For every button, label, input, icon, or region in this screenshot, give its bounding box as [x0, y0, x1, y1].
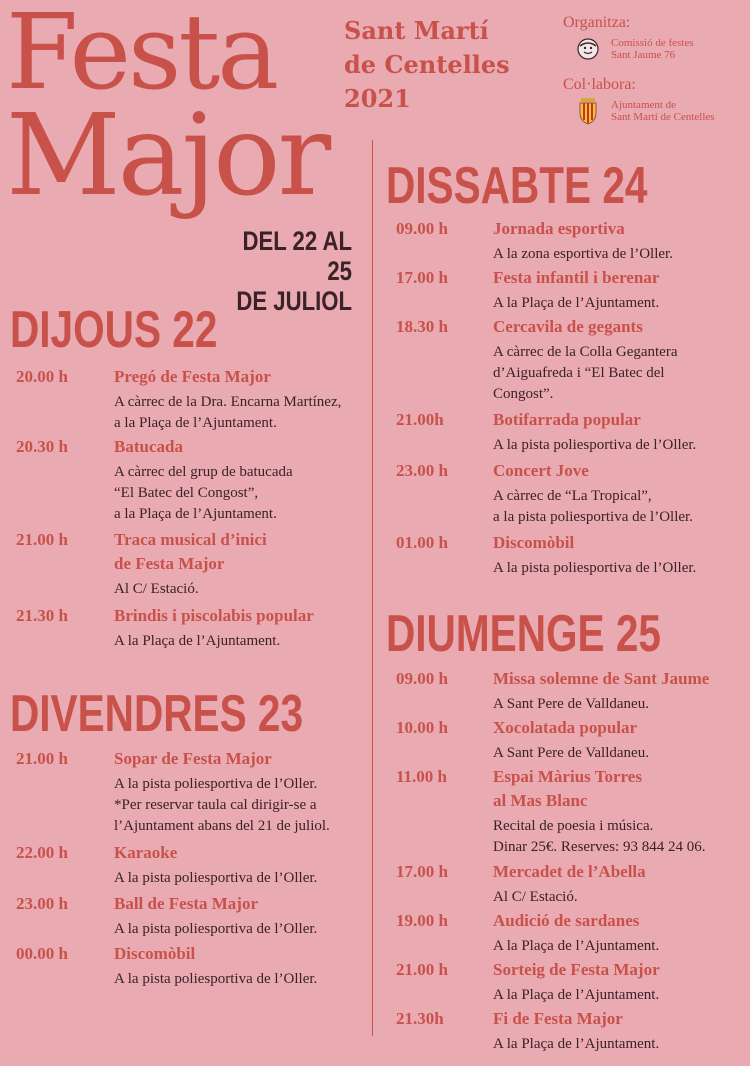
event-title: Cercavila de gegants — [493, 317, 643, 336]
event-description: a la pista poliesportiva de l’Oller. — [493, 509, 693, 525]
event-description: A càrrec de la Colla Gegantera — [493, 344, 678, 360]
event-description: A càrrec de “La Tropical”, — [493, 488, 652, 504]
event-description: l’Ajuntament abans del 21 de juliol. — [114, 818, 330, 834]
event-time: 21.00 h — [16, 530, 68, 549]
face-logo-icon — [575, 36, 601, 62]
event-time: 00.00 h — [16, 944, 68, 963]
place-line2: de Centelles — [344, 50, 510, 79]
event-title: Botifarrada popular — [493, 410, 641, 429]
collabora-name-line2: Sant Martí de Centelles — [611, 111, 715, 123]
event-title: Batucada — [114, 437, 183, 456]
dates-line2: DE JULIOL — [236, 286, 352, 316]
event-time: 23.00 h — [396, 461, 448, 480]
event-description: A càrrec de la Dra. Encarna Martínez, — [114, 394, 342, 410]
event-title: Traca musical d’inici — [114, 530, 267, 549]
collabora-block — [563, 76, 715, 124]
event-time: 22.00 h — [16, 843, 68, 862]
event-title: Discomòbil — [114, 944, 196, 963]
collabora-name — [611, 99, 715, 123]
event-time: 09.00 h — [396, 669, 448, 688]
event-title: Missa solemne de Sant Jaume — [493, 669, 710, 688]
organitza-block — [563, 14, 694, 62]
dates-line1: DEL 22 AL 25 — [242, 226, 352, 286]
collabora-row — [563, 98, 715, 124]
day-heading-diumenge: DIUMENGE 25 — [386, 605, 661, 663]
day-heading-dijous: DIJOUS 22 — [10, 301, 218, 359]
event-title: Audició de sardanes — [493, 911, 640, 930]
event-description: A la pista poliesportiva de l’Oller. — [114, 776, 318, 792]
organitza-name-line2: Sant Jaume 76 — [611, 49, 676, 61]
event-description: A la pista poliesportiva de l’Oller. — [493, 560, 697, 576]
event-time: 21.00h — [396, 410, 444, 429]
event-description: A la zona esportiva de l’Oller. — [493, 246, 673, 262]
event-time: 18.30 h — [396, 317, 448, 336]
event-description: A la Plaça de l’Ajuntament. — [493, 987, 660, 1003]
event-title: Discomòbil — [493, 533, 575, 552]
day-heading-divendres: DIVENDRES 23 — [10, 685, 304, 743]
event-time: 21.00 h — [396, 960, 448, 979]
event-time: 20.30 h — [16, 437, 68, 456]
collabora-label: Col·labora: — [563, 76, 636, 93]
event-title: Brindis i piscolabis popular — [114, 606, 314, 625]
event-description: d’Aiguafreda i “El Batec del — [493, 365, 665, 381]
event-title: Sopar de Festa Major — [114, 749, 272, 768]
event-time: 17.00 h — [396, 862, 448, 881]
event-description: Recital de poesia i música. — [493, 818, 654, 834]
event-time: 20.00 h — [16, 367, 68, 386]
event-title: Festa infantil i berenar — [493, 268, 660, 287]
title-major: Major — [6, 91, 329, 221]
day-heading-dissabte: DISSABTE 24 — [386, 157, 648, 215]
title-festa: Festa — [6, 0, 277, 113]
event-description: “El Batec del Congost”, — [114, 485, 259, 501]
event-description: A la Plaça de l’Ajuntament. — [114, 633, 281, 649]
place-line1: Sant Martí — [344, 16, 489, 45]
event-title: Xocolatada popular — [493, 718, 638, 737]
event-description: *Per reservar taula cal dirigir-se a — [114, 797, 317, 813]
organitza-name — [611, 37, 694, 61]
event-title: Sorteig de Festa Major — [493, 960, 660, 979]
event-description: A la pista poliesportiva de l’Oller. — [114, 870, 318, 886]
event-description: Congost”. — [493, 386, 554, 402]
event-time: 21.30h — [396, 1009, 444, 1028]
event-title: Pregó de Festa Major — [114, 367, 271, 386]
event-time: 01.00 h — [396, 533, 448, 552]
event-description: A la Plaça de l’Ajuntament. — [493, 938, 660, 954]
event-title: Mercadet de l’Abella — [493, 862, 646, 881]
event-title-line2: de Festa Major — [114, 554, 225, 573]
event-time: 19.00 h — [396, 911, 448, 930]
dates-block — [236, 226, 352, 316]
event-time: 23.00 h — [16, 894, 68, 913]
place-block — [344, 14, 510, 116]
event-description: A la pista poliesportiva de l’Oller. — [114, 971, 318, 987]
event-time: 21.30 h — [16, 606, 68, 625]
organitza-row — [563, 36, 694, 62]
event-description: A la Plaça de l’Ajuntament. — [493, 1036, 660, 1052]
event-title-line2: al Mas Blanc — [493, 791, 588, 810]
column-divider — [372, 140, 373, 1036]
event-time: 21.00 h — [16, 749, 68, 768]
year: 2021 — [344, 84, 411, 113]
event-description: A Sant Pere de Valldaneu. — [493, 745, 649, 761]
event-description: A la pista poliesportiva de l’Oller. — [114, 921, 318, 937]
event-description: A la Plaça de l’Ajuntament. — [493, 295, 660, 311]
event-description: A càrrec del grup de batucada — [114, 464, 293, 480]
event-description: Al C/ Estació. — [493, 889, 578, 905]
event-description: a la Plaça de l’Ajuntament. — [114, 506, 277, 522]
event-title: Espai Màrius Torres — [493, 767, 642, 786]
organitza-label: Organitza: — [563, 14, 631, 31]
event-time: 10.00 h — [396, 718, 448, 737]
collabora-name-line1: Ajuntament de — [611, 99, 677, 111]
event-title: Jornada esportiva — [493, 219, 625, 238]
event-title: Ball de Festa Major — [114, 894, 258, 913]
event-description: Dinar 25€. Reserves: 93 844 24 06. — [493, 839, 706, 855]
event-title: Concert Jove — [493, 461, 589, 480]
event-description: A la pista poliesportiva de l’Oller. — [493, 437, 697, 453]
event-title: Fi de Festa Major — [493, 1009, 623, 1028]
event-time: 17.00 h — [396, 268, 448, 287]
event-description: a la Plaça de l’Ajuntament. — [114, 415, 277, 431]
coat-of-arms-icon — [575, 98, 601, 124]
event-time: 09.00 h — [396, 219, 448, 238]
organitza-name-line1: Comissió de festes — [611, 37, 694, 49]
event-title: Karaoke — [114, 843, 178, 862]
event-description: A Sant Pere de Valldaneu. — [493, 696, 649, 712]
event-description: Al C/ Estació. — [114, 581, 199, 597]
event-time: 11.00 h — [396, 767, 448, 786]
